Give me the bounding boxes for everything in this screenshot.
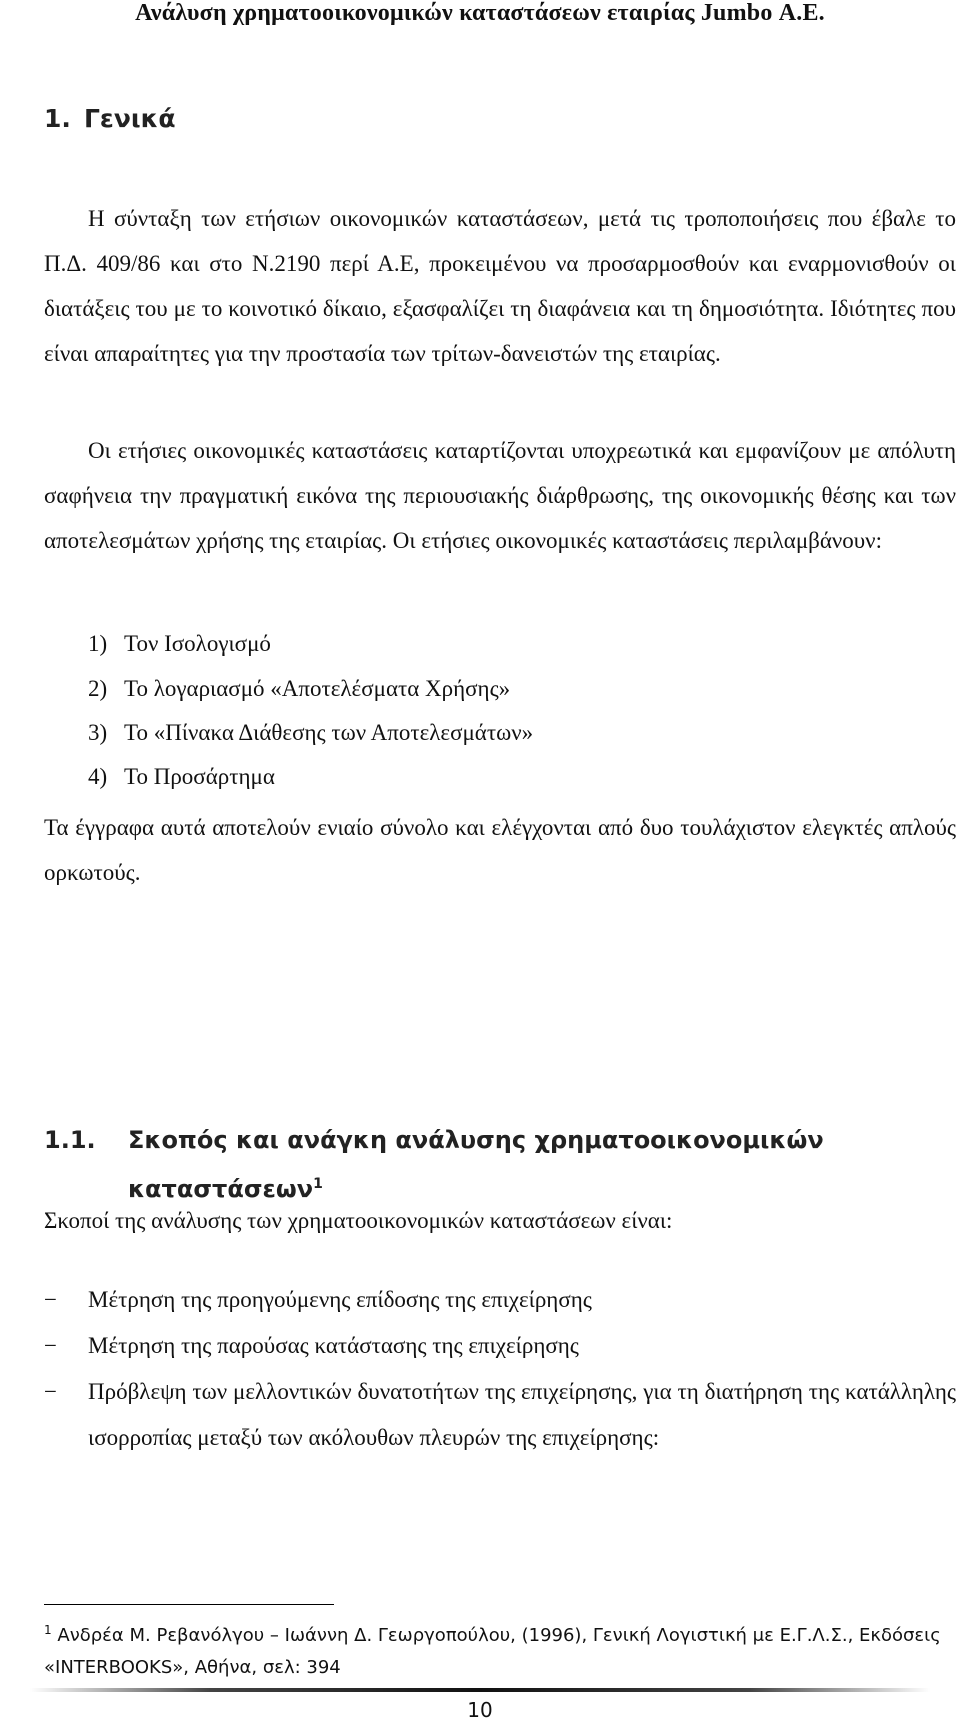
paragraph-3 — [44, 805, 956, 895]
paragraph-2-text: Οι ετήσιες οικονομικές καταστάσεις καταρτίζονται υποχρεωτικά και εμφανίζουν με απόλυτη σαφήνεια την πραγματική εικόνα της περιουσιακής διάρθρωσης, της οικονομικής θέσης και των αποτελεσμάτων χρήσης της εταιρίας. Οι ετήσιες οικονομικές καταστάσεις περιλαμβάνουν: — [44, 438, 956, 553]
list-item-number: 2) — [88, 676, 108, 701]
list-item — [44, 1369, 956, 1461]
footnote-separator — [44, 1604, 334, 1605]
footer-rule — [30, 1688, 930, 1692]
dash-bullet: − — [44, 1333, 57, 1358]
list-item — [88, 674, 510, 704]
list-item-number: 4) — [88, 764, 108, 789]
list-item — [88, 762, 275, 792]
dash-bullet: − — [44, 1287, 57, 1312]
list-item — [88, 718, 533, 748]
running-header: Ανάλυση χρηματοοικονομικών καταστάσεων εταιρίας Jumbo Α.Ε. — [135, 0, 825, 26]
section-title-line-2: καταστάσεων — [128, 1175, 314, 1203]
list-item-number: 3) — [88, 720, 108, 745]
footnote-text: Ανδρέα Μ. Ρεβανόλγου – Ιωάννη Δ. Γεωργοπούλου, (1996), Γενική Λογιστική με Ε.Γ.Λ.Σ., Εκδόσεις «INTERBOOKS», Αθήνα, σελ: 394 — [44, 1625, 941, 1678]
list-item-text: Μέτρηση της παρούσας κατάστασης της επιχείρησης — [88, 1333, 579, 1358]
section-title-line-1: Σκοπός και ανάγκη ανάλυσης χρηματοοικονομικών — [128, 1126, 824, 1154]
list-item-number: 1) — [88, 631, 108, 656]
list-item — [44, 1323, 956, 1369]
page-number: 10 — [467, 1698, 493, 1722]
footnote — [44, 1614, 956, 1684]
list-item-text: Πρόβλεψη των μελλοντικών δυνατοτήτων της επιχείρησης, για τη διατήρηση της κατάλληλης ισορροπίας μεταξύ των ακόλουθων πλευρών της επιχείρησης: — [88, 1379, 956, 1450]
list-item — [44, 1277, 956, 1323]
section-number: 1.1. — [44, 1126, 96, 1154]
list-item-text: Τον Ισολογισμό — [124, 631, 271, 656]
paragraph-2 — [44, 428, 956, 563]
section-heading-1-1 — [44, 1118, 824, 1211]
list-item-text: Μέτρηση της προηγούμενης επίδοσης της επιχείρησης — [88, 1287, 592, 1312]
paragraph-3-text: Τα έγγραφα αυτά αποτελούν ενιαίο σύνολο και ελέγχονται από δυο τουλάχιστον ελεγκτές απλούς ορκωτούς. — [44, 815, 956, 885]
list-item-text: Το «Πίνακα Διάθεσης των Αποτελεσμάτων» — [124, 720, 534, 745]
list-item — [88, 629, 271, 659]
purposes-intro: Σκοποί της ανάλυσης των χρηματοοικονομικών καταστάσεων είναι: — [44, 1208, 673, 1233]
paragraph-1 — [44, 196, 956, 376]
footnote-reference: 1 — [313, 1176, 323, 1192]
dash-bullet: − — [44, 1379, 57, 1404]
section-number: 1. — [44, 104, 71, 133]
list-item-text: Το Προσάρτημα — [124, 764, 275, 789]
list-item-text: Το λογαριασμό «Αποτελέσματα Χρήσης» — [124, 676, 511, 701]
footnote-number: 1 — [44, 1623, 52, 1637]
section-title: Γενικά — [84, 104, 176, 133]
paragraph-1-text: Η σύνταξη των ετήσιων οικονομικών καταστάσεων, μετά τις τροποποιήσεις που έβαλε το Π.Δ. 409/86 και στο Ν.2190 περί Α.Ε, προκειμένου να προσαρμοσθούν και εναρμονισθούν οι διατάξεις του με το κοινοτικό δίκαιο, εξασφαλίζει τη διαφάνεια και τη δημοσιότητα. Ιδιότητες που είναι απαραίτητες για την προστασία των τρίτων-δανειστών της εταιρίας. — [44, 206, 956, 366]
section-heading-1 — [44, 104, 176, 133]
